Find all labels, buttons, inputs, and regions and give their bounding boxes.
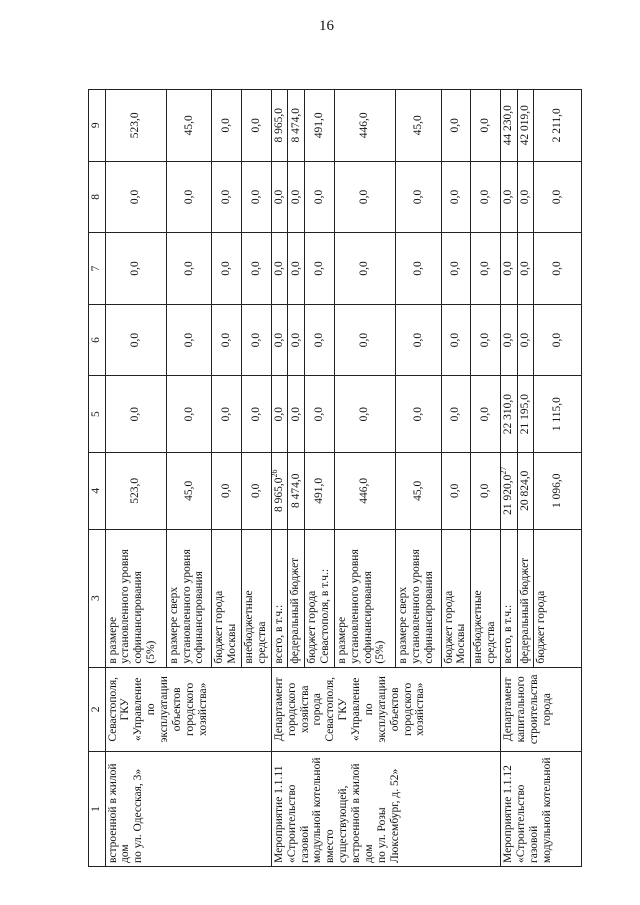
value-cell xyxy=(305,161,335,233)
value-text: 44 230,0 xyxy=(502,105,515,146)
value-text: 0,0 xyxy=(250,189,263,205)
executor-cell xyxy=(271,667,500,751)
value-cell xyxy=(517,161,534,233)
executor-line: хозяйства» xyxy=(196,682,209,736)
value-text: 0,0 xyxy=(411,261,424,276)
value-cell xyxy=(534,304,582,376)
event-name-line: встроенной в жилой дом xyxy=(350,763,375,863)
executor-line: ГКУ «Управление xyxy=(337,677,363,742)
funding-source-line: внебюджетные xyxy=(243,590,256,664)
value-cell xyxy=(105,90,166,162)
header-cell: 9 xyxy=(89,90,106,162)
value-cell xyxy=(517,90,534,162)
header-cell: 3 xyxy=(89,529,106,667)
value-cell xyxy=(212,233,242,305)
value-text: 0,0 xyxy=(358,189,371,205)
header-cell: 6 xyxy=(89,304,106,376)
value-text: 0,0 xyxy=(358,406,371,422)
value-cell xyxy=(271,90,288,162)
header-row xyxy=(89,90,106,867)
value-cell xyxy=(534,161,582,233)
executor-line: городского xyxy=(183,682,196,736)
funding-source-cell xyxy=(395,529,441,667)
value-cell xyxy=(441,90,471,162)
value-cell xyxy=(395,90,441,162)
funding-source-line: средства xyxy=(485,621,498,664)
value-cell xyxy=(242,161,272,233)
value-cell xyxy=(305,452,335,529)
value-cell xyxy=(501,233,518,305)
event-name-line: по ул. Розы xyxy=(375,807,388,863)
value-cell xyxy=(271,376,288,453)
event-name-line: «Строительство газовой xyxy=(514,784,540,863)
value-cell xyxy=(441,233,471,305)
value-cell xyxy=(471,233,501,305)
header-cell: 8 xyxy=(89,161,106,233)
value-cell xyxy=(501,376,518,453)
value-cell xyxy=(166,90,212,162)
funding-source-line: бюджет города xyxy=(213,590,226,664)
funding-source-line: средства xyxy=(255,621,268,664)
value-text: 0,0 xyxy=(289,189,302,205)
value-cell xyxy=(334,304,395,376)
value-text: 45,0 xyxy=(182,480,195,501)
event-name-line: Мероприятие 1.1.12 xyxy=(502,765,515,863)
value-cell xyxy=(441,376,471,453)
executor-line: городского xyxy=(401,682,414,736)
executor-line: капитального xyxy=(514,676,527,743)
value-text: 0,0 xyxy=(449,332,462,348)
value-text: 8 474,0 xyxy=(289,108,302,143)
value-text: 446,0 xyxy=(358,112,371,139)
funding-source-line: Москвы xyxy=(455,623,468,664)
value-cell xyxy=(471,304,501,376)
value-text: 446,0 xyxy=(358,477,371,504)
funding-source-cell xyxy=(441,529,471,667)
value-text: 0,0 xyxy=(449,261,462,276)
executor-line: объектов xyxy=(388,687,401,732)
funding-source-line: софинансирования xyxy=(422,571,435,664)
event-name-cell xyxy=(105,751,271,866)
value-cell xyxy=(471,90,501,162)
value-text: 0,0 xyxy=(312,406,325,422)
funding-source-line: софинансирования xyxy=(361,571,374,664)
value-cell xyxy=(334,161,395,233)
value-cell xyxy=(305,233,335,305)
event-name-cell xyxy=(271,751,500,866)
value-text: 0,0 xyxy=(479,118,492,133)
funding-source-line: федеральный бюджет xyxy=(518,557,531,664)
value-text: 21 195,0 xyxy=(519,394,531,435)
header-cell: 7 xyxy=(89,233,106,305)
value-cell xyxy=(288,233,305,305)
value-text: 20 824,0 xyxy=(519,470,531,511)
funding-source-cell xyxy=(288,529,305,667)
executor-line: строительства xyxy=(527,674,540,745)
value-cell xyxy=(471,161,501,233)
funding-source-cell xyxy=(471,529,501,667)
funding-source-line: бюджет города xyxy=(535,590,548,664)
value-cell xyxy=(395,452,441,529)
value-text: 0,0 xyxy=(220,189,233,205)
value-cell xyxy=(105,376,166,453)
value-text: 1 096,0 xyxy=(551,473,564,509)
value-text: 8 965,0 xyxy=(273,477,286,513)
funding-source-line: (5%) xyxy=(374,640,387,664)
value-text: 8 965,0 xyxy=(273,108,286,143)
event-name-line: вместо существующей, xyxy=(324,785,350,863)
value-cell xyxy=(288,161,305,233)
executor-line: городского xyxy=(285,682,298,736)
value-cell xyxy=(212,304,242,376)
value-cell xyxy=(166,233,212,305)
value-cell xyxy=(288,304,305,376)
value-cell xyxy=(212,90,242,162)
value-text: 523,0 xyxy=(129,477,142,504)
funding-source-line: федеральный бюджет xyxy=(289,557,302,664)
page-number: 16 xyxy=(319,18,334,34)
value-cell xyxy=(288,376,305,453)
value-text: 0,0 xyxy=(358,332,371,348)
value-cell xyxy=(441,304,471,376)
value-text: 0,0 xyxy=(273,261,286,276)
value-cell xyxy=(242,233,272,305)
funding-source-line: в размере xyxy=(106,616,119,664)
funding-source-line: бюджет города xyxy=(442,590,455,664)
value-text: 45,0 xyxy=(411,480,424,501)
header-cell: 4 xyxy=(89,452,106,529)
value-text: 0,0 xyxy=(479,332,492,348)
value-cell xyxy=(212,376,242,453)
value-text: 0,0 xyxy=(129,406,142,422)
value-cell xyxy=(212,161,242,233)
value-text: 0,0 xyxy=(273,406,286,422)
value-cell xyxy=(471,452,501,529)
value-text: 0,0 xyxy=(551,261,564,276)
value-cell xyxy=(534,452,582,529)
value-cell xyxy=(395,161,441,233)
funding-source-line: внебюджетные xyxy=(472,590,485,664)
financing-table xyxy=(88,89,582,867)
value-text: 0,0 xyxy=(519,189,531,205)
value-text: 0,0 xyxy=(220,483,233,498)
executor-cell xyxy=(501,667,582,751)
funding-source-cell xyxy=(242,529,272,667)
value-cell xyxy=(242,376,272,453)
executor-line: хозяйства» xyxy=(414,682,427,736)
value-text: 0,0 xyxy=(129,261,142,276)
value-cell xyxy=(212,452,242,529)
value-text: 45,0 xyxy=(182,115,195,136)
funding-source-cell xyxy=(166,529,212,667)
value-cell xyxy=(501,304,518,376)
executor-line: города xyxy=(540,693,553,726)
funding-source-line: в размере сверх xyxy=(167,586,180,664)
value-text: 0,0 xyxy=(182,406,195,422)
value-text: 0,0 xyxy=(411,406,424,422)
value-cell xyxy=(105,233,166,305)
value-cell xyxy=(334,452,395,529)
value-text: 21 920,0 xyxy=(502,474,515,515)
value-cell xyxy=(305,376,335,453)
value-cell xyxy=(517,233,534,305)
funding-source-cell xyxy=(534,529,582,667)
value-text: 0,0 xyxy=(250,332,263,348)
value-text: 0,0 xyxy=(502,332,515,348)
value-text: 0,0 xyxy=(129,332,142,348)
funding-source-line: в размере xyxy=(335,616,348,664)
value-cell xyxy=(105,161,166,233)
executor-cell xyxy=(105,667,271,751)
value-text: 45,0 xyxy=(411,115,424,136)
event-name-line: «Строительство газовой xyxy=(285,784,311,863)
funding-source-line: установленного уровня xyxy=(409,549,422,664)
value-text: 22 310,0 xyxy=(502,394,515,435)
footnote-mark: 27 xyxy=(499,466,509,475)
executor-line: Департамент xyxy=(272,677,285,742)
value-cell xyxy=(534,376,582,453)
header-cell: 1 xyxy=(89,751,106,866)
funding-source-cell xyxy=(105,529,166,667)
value-text: 0,0 xyxy=(250,118,263,133)
value-cell xyxy=(305,304,335,376)
value-cell xyxy=(334,90,395,162)
value-cell xyxy=(242,304,272,376)
funding-source-line: Москвы xyxy=(226,623,239,664)
event-name-line: по ул. Одесская, 3» xyxy=(132,768,145,863)
value-text: 0,0 xyxy=(182,189,195,205)
executor-line: ГКУ «Управление xyxy=(119,677,145,742)
value-text: 0,0 xyxy=(220,118,233,133)
value-cell xyxy=(334,376,395,453)
event-name-line: модульной котельной xyxy=(540,757,553,863)
value-text: 0,0 xyxy=(502,189,515,205)
funding-source-line: Севастополя, в т.ч.: xyxy=(318,568,331,664)
funding-source-line: установленного уровня xyxy=(348,549,361,664)
value-cell xyxy=(305,90,335,162)
value-cell xyxy=(271,304,288,376)
funding-source-line: в размере сверх xyxy=(396,586,409,664)
header-cell: 2 xyxy=(89,667,106,751)
value-cell xyxy=(271,233,288,305)
event-name-cell xyxy=(501,751,582,866)
value-cell xyxy=(534,233,582,305)
value-cell xyxy=(105,304,166,376)
value-cell xyxy=(395,233,441,305)
value-text: 0,0 xyxy=(479,261,492,276)
value-cell xyxy=(166,376,212,453)
value-text: 0,0 xyxy=(273,332,286,348)
funding-source-line: всего, в т.ч.: xyxy=(272,604,285,664)
value-cell xyxy=(166,161,212,233)
funding-source-line: (5%) xyxy=(145,640,158,664)
value-cell xyxy=(334,233,395,305)
executor-line: по эксплуатации xyxy=(362,676,388,743)
value-text: 1 115,0 xyxy=(551,397,564,432)
value-cell xyxy=(395,304,441,376)
value-text: 0,0 xyxy=(289,332,302,348)
value-text: 0,0 xyxy=(479,406,492,422)
value-text: 0,0 xyxy=(519,261,531,276)
value-cell xyxy=(242,452,272,529)
value-text: 0,0 xyxy=(411,189,424,205)
funding-source-cell xyxy=(501,529,518,667)
event-name-line: Мероприятие 1.1.11 xyxy=(272,765,285,863)
value-text: 491,0 xyxy=(312,477,325,504)
rotated-table-container xyxy=(88,89,582,867)
funding-source-line: софинансирования xyxy=(193,571,206,664)
value-text: 0,0 xyxy=(182,261,195,276)
value-text: 0,0 xyxy=(289,261,302,276)
value-cell xyxy=(271,452,288,529)
table-row xyxy=(501,90,518,867)
value-text: 0,0 xyxy=(449,189,462,205)
funding-source-cell xyxy=(517,529,534,667)
table-body xyxy=(89,90,582,867)
value-text: 0,0 xyxy=(411,332,424,348)
value-text: 0,0 xyxy=(449,118,462,133)
value-text: 0,0 xyxy=(551,189,564,205)
executor-line: объектов xyxy=(170,687,183,732)
event-name-line: встроенной в жилой дом xyxy=(106,763,132,863)
value-text: 8 474,0 xyxy=(289,473,302,509)
header-cell: 5 xyxy=(89,376,106,453)
table-row xyxy=(105,90,166,867)
executor-line: по эксплуатации xyxy=(145,676,171,743)
value-text: 0,0 xyxy=(551,332,564,348)
value-cell xyxy=(471,376,501,453)
funding-source-cell xyxy=(271,529,288,667)
executor-line: Департамент xyxy=(502,677,515,742)
footnote-mark: 26 xyxy=(270,469,280,478)
executor-line: хозяйства города xyxy=(298,685,324,734)
funding-source-line: софинансирования xyxy=(132,571,145,664)
value-text: 0,0 xyxy=(129,189,142,205)
value-text: 0,0 xyxy=(312,189,325,205)
value-cell xyxy=(501,90,518,162)
value-text: 42 019,0 xyxy=(519,105,531,146)
value-cell xyxy=(271,161,288,233)
funding-source-line: установленного уровня xyxy=(180,549,193,664)
value-text: 0,0 xyxy=(312,261,325,276)
value-text: 0,0 xyxy=(220,332,233,348)
value-text: 491,0 xyxy=(312,112,325,139)
executor-line: Севастополя, xyxy=(106,676,119,742)
value-text: 0,0 xyxy=(519,332,531,348)
value-cell xyxy=(534,90,582,162)
value-cell xyxy=(517,452,534,529)
value-text: 0,0 xyxy=(502,261,515,276)
value-text: 0,0 xyxy=(479,189,492,205)
value-text: 0,0 xyxy=(250,483,263,498)
value-cell xyxy=(441,161,471,233)
funding-source-cell xyxy=(305,529,335,667)
value-cell xyxy=(501,161,518,233)
value-cell xyxy=(441,452,471,529)
value-cell xyxy=(517,304,534,376)
value-text: 0,0 xyxy=(250,261,263,276)
funding-source-line: всего, в т.ч.: xyxy=(502,604,515,664)
value-text: 0,0 xyxy=(289,406,302,422)
value-text: 0,0 xyxy=(273,189,286,205)
funding-source-cell xyxy=(334,529,395,667)
value-text: 0,0 xyxy=(449,483,462,498)
value-cell xyxy=(517,376,534,453)
value-text: 0,0 xyxy=(220,406,233,422)
value-text: 0,0 xyxy=(182,332,195,348)
value-text: 523,0 xyxy=(129,112,142,139)
event-name-line: модульной котельной xyxy=(311,757,324,863)
value-text: 0,0 xyxy=(479,483,492,498)
value-cell xyxy=(105,452,166,529)
funding-source-line: установленного уровня xyxy=(119,549,132,664)
value-cell xyxy=(288,90,305,162)
executor-line: Севастополя, xyxy=(324,676,337,742)
value-cell xyxy=(166,304,212,376)
value-text: 0,0 xyxy=(449,406,462,422)
value-text: 0,0 xyxy=(220,261,233,276)
value-text: 2 211,0 xyxy=(551,108,564,143)
event-name-line: Люксембург, д. 52» xyxy=(388,768,401,863)
value-text: 0,0 xyxy=(358,261,371,276)
value-cell xyxy=(501,452,518,529)
value-cell xyxy=(242,90,272,162)
funding-source-line: бюджет города xyxy=(306,590,319,664)
value-text: 0,0 xyxy=(250,406,263,422)
value-cell xyxy=(395,376,441,453)
value-cell xyxy=(166,452,212,529)
value-cell xyxy=(288,452,305,529)
funding-source-cell xyxy=(212,529,242,667)
table-row xyxy=(271,90,288,867)
value-text: 0,0 xyxy=(312,332,325,348)
